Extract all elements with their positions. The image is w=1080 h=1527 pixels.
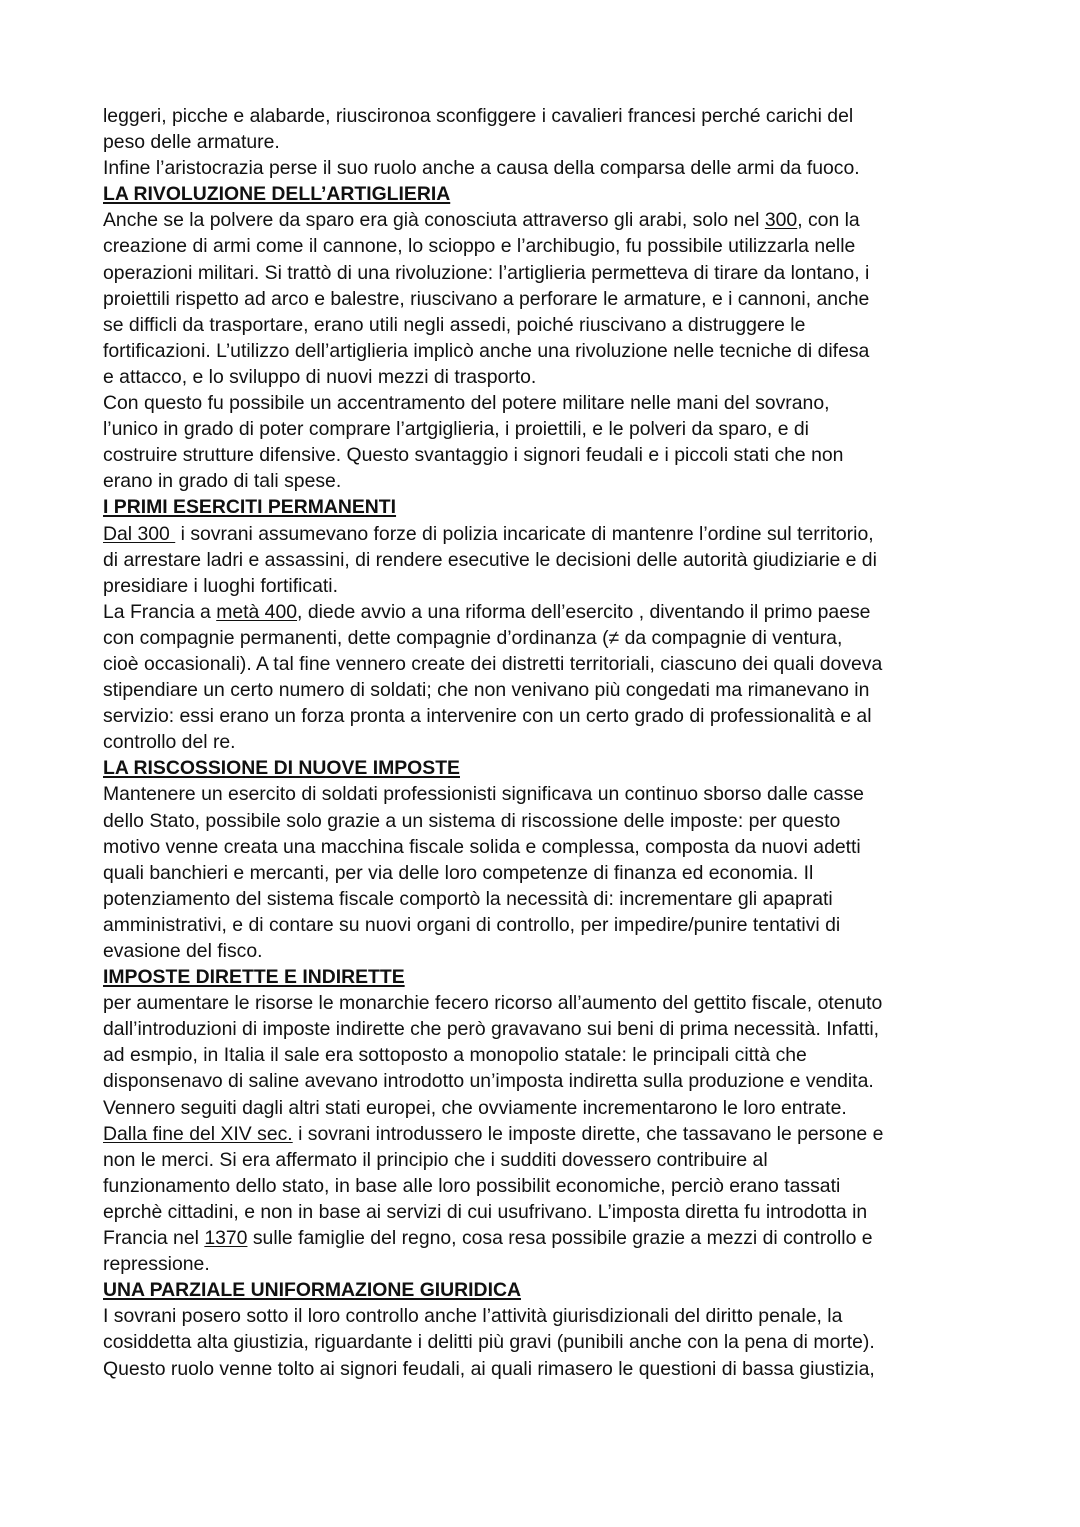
text-line: presidiare i luoghi fortificati. bbox=[103, 574, 338, 597]
text-line: Con questo fu possibile un accentramento del potere militare nelle mani del sovrano, bbox=[103, 392, 830, 415]
text-line: operazioni militari. Si trattò di una rivoluzione: l’artiglieria permetteva di tirare da lontano, i bbox=[103, 261, 870, 284]
text-span: Francia nel bbox=[103, 1227, 205, 1250]
text-span: Anche se la polvere da sparo era già conosciuta attraverso gli arabi, solo nel bbox=[103, 209, 765, 232]
text-line: per aumentare le risorse le monarchie fecero ricorso all’aumento del gettito fiscale, otenuto bbox=[103, 992, 883, 1015]
text-line: ad esmpio, in Italia il sale era sottoposto a monopolio statale: le principali città che bbox=[103, 1044, 807, 1067]
section-heading-eserciti: I PRIMI ESERCITI PERMANENTI bbox=[103, 496, 397, 519]
text-line: Vennero seguiti dagli altri stati europei, che ovviamente incrementarono le loro entrate. bbox=[103, 1096, 847, 1119]
text-line: fortificazioni. L’utilizzo dell’artiglieria implicò anche una rivoluzione nelle tecniche di difesa bbox=[103, 339, 870, 362]
text-line: funzionamento dello stato, in base alle loro possibilit economiche, perciò erano tassati bbox=[103, 1174, 841, 1197]
text-span: , con la bbox=[797, 209, 860, 232]
text-line: erano in grado di tali spese. bbox=[103, 470, 342, 493]
text-line: peso delle armature. bbox=[103, 131, 280, 154]
text-line bbox=[103, 521, 1003, 547]
text-line: Mantenere un esercito di soldati professionisti significava un continuo sborso dalle casse bbox=[103, 783, 864, 806]
text-line: motivo venne creata una macchina fiscale solida e complessa, composta da nuovi adetti bbox=[103, 835, 861, 858]
text-line: non le merci. Si era affermato il principio che i sudditi dovessero contribuire al bbox=[103, 1148, 768, 1171]
text-line: con compagnie permanenti, dette compagnie d’ordinanza (≠ da compagnie di ventura, bbox=[103, 626, 843, 649]
text-line: creazione di armi come il cannone, lo scioppo e l’archibugio, fu possibile utilizzarla nelle bbox=[103, 235, 856, 258]
text-span: i sovrani assumevano forze di polizia incaricate di mantenre l’ordine sul territorio, bbox=[175, 522, 874, 545]
text-line bbox=[103, 599, 1003, 625]
section-heading-giuridica: UNA PARZIALE UNIFORMAZIONE GIURIDICA bbox=[103, 1279, 521, 1302]
section-heading-artiglieria: LA RIVOLUZIONE DELL’ARTIGLIERIA bbox=[103, 183, 451, 206]
text-line bbox=[103, 1121, 1003, 1147]
underlined-date: 1370 bbox=[204, 1227, 248, 1250]
text-line: servizio: essi erano un forza pronta a intervenire con un certo grado di professionalità e al bbox=[103, 705, 872, 728]
text-line: cosiddetta alta giustizia, riguardante i delitti più gravi (punibili anche con la pena di morte). bbox=[103, 1331, 875, 1354]
text-line: cioè occasionali). A tal fine vennero create dei distretti territoriali, ciascuno dei quali doveva bbox=[103, 652, 883, 675]
text-line: costruire strutture difensive. Questo svantaggio i signori feudali e i piccoli stati che non bbox=[103, 444, 844, 467]
text-span: sulle famiglie del regno, cosa resa possibile grazie a mezzi di controllo e bbox=[247, 1227, 873, 1250]
text-line: di arrestare ladri e assassini, di rendere esecutive le decisioni delle autorità giudiziarie e di bbox=[103, 548, 877, 571]
text-line: stipendiare un certo numero di soldati; che non venivano più congedati ma rimanevano in bbox=[103, 679, 870, 702]
text-line: l’unico in grado di poter comprare l’artgiglieria, i proiettili, e le polveri da sparo, e di bbox=[103, 418, 809, 441]
text-line bbox=[103, 1225, 1003, 1251]
underlined-date: Dal 300 bbox=[103, 522, 176, 545]
text-line: controllo del re. bbox=[103, 731, 236, 754]
text-line: leggeri, picche e alabarde, riuscironoa sconfiggere i cavalieri francesi perché carichi del bbox=[103, 105, 854, 127]
text-line: disponsenavo di saline avevano introdotto un’imposta indiretta sulla produzione e vendita. bbox=[103, 1070, 874, 1093]
underlined-date: Dalla fine del XIV sec. bbox=[103, 1122, 293, 1145]
underlined-date: metà 400 bbox=[216, 600, 298, 623]
text-line: eprchè cittadini, e non in base ai servizi di cui usufrivano. L’imposta diretta fu introdotta in bbox=[103, 1200, 868, 1223]
text-line: I sovrani posero sotto il loro controllo anche l’attività giurisdizionali del diritto penale, la bbox=[103, 1305, 843, 1328]
text-line: Questo ruolo venne tolto ai signori feudali, ai quali rimasero le questioni di bassa giustizia, bbox=[103, 1357, 875, 1380]
text-line: se difficli da trasportare, erano utili negli assedi, poiché riuscivano a distruggere le bbox=[103, 313, 806, 336]
text-line: e attacco, e lo sviluppo di nuovi mezzi di trasporto. bbox=[103, 365, 537, 388]
text-line bbox=[103, 207, 1003, 233]
underlined-date: 300 bbox=[764, 209, 798, 232]
text-line: proiettili rispetto ad arco e balestre, riuscivano a perforare le armature, e i cannoni, anche bbox=[103, 287, 870, 310]
text-span: La Francia a bbox=[103, 600, 217, 623]
text-line: evasione del fisco. bbox=[103, 940, 263, 962]
section-heading-imposte: IMPOSTE DIRETTE E INDIRETTE bbox=[103, 966, 405, 989]
text-span: , diede avvio a una riforma dell’esercito , diventando il primo paese bbox=[297, 600, 871, 623]
text-span: i sovrani introdussero le imposte dirette, che tassavano le persone e bbox=[292, 1122, 884, 1145]
text-line: dello Stato, possibile solo grazie a un sistema di riscossione delle imposte: per questo bbox=[103, 809, 841, 832]
section-heading-riscossione: LA RISCOSSIONE DI NUOVE IMPOSTE bbox=[103, 757, 460, 780]
text-line: repressione. bbox=[103, 1253, 210, 1276]
text-line: quali banchieri e mercanti, per via delle loro competenze di finanza ed economia. Il bbox=[103, 861, 814, 884]
text-line: Infine l’aristocrazia perse il suo ruolo anche a causa della comparsa delle armi da fuoco. bbox=[103, 157, 860, 180]
text-line: potenziamento del sistema fiscale comportò la necessità di: incrementare gli apaprati bbox=[103, 887, 833, 910]
document-page bbox=[103, 103, 1003, 1382]
text-line: dall’introduzioni di imposte indirette che però gravavano sui beni di prima necessità. Infatti, bbox=[103, 1018, 880, 1041]
text-line: amministrativi, e di contare su nuovi organi di controllo, per impedire/punire tentativi di bbox=[103, 913, 841, 936]
